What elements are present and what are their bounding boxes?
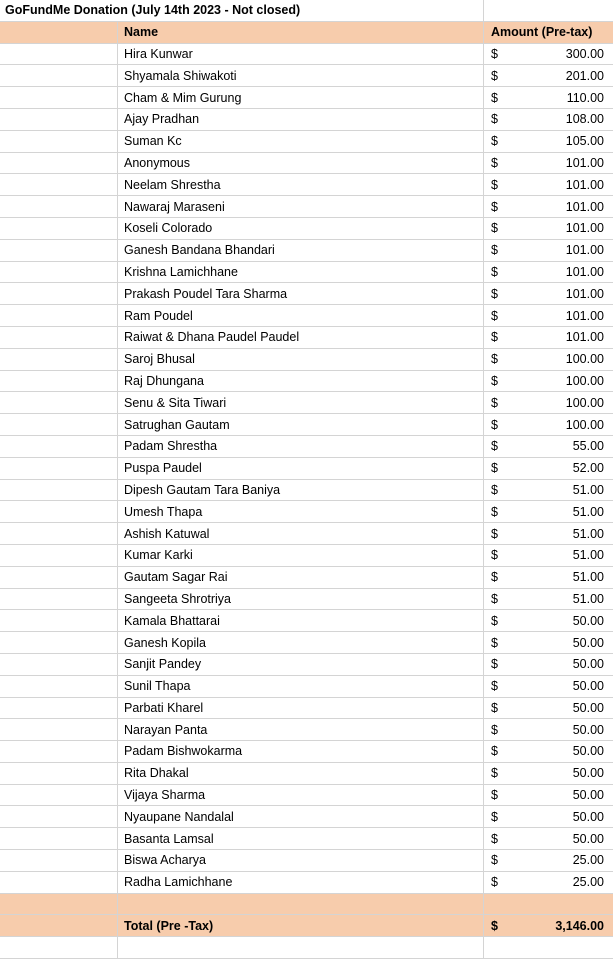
empty-cell[interactable] — [0, 785, 118, 807]
donor-name[interactable]: Ram Poudel — [118, 305, 484, 327]
donor-name[interactable]: Neelam Shrestha — [118, 174, 484, 196]
donor-name[interactable]: Padam Bishwokarma — [118, 741, 484, 763]
currency-symbol: $ — [491, 134, 498, 149]
empty-cell[interactable] — [0, 567, 118, 589]
donation-amount: 110.00 — [566, 90, 604, 105]
empty-cell[interactable] — [0, 305, 118, 327]
donation-amount: 50.00 — [572, 809, 604, 824]
header-row — [0, 22, 613, 44]
donor-name[interactable]: Raiwat & Dhana Paudel Paudel — [118, 327, 484, 349]
empty-cell[interactable] — [0, 610, 118, 632]
empty-cell[interactable] — [0, 589, 118, 611]
title-row — [0, 0, 613, 22]
donor-name[interactable]: Puspa Paudel — [118, 458, 484, 480]
table-row — [0, 131, 613, 153]
table-row — [0, 589, 613, 611]
amount-cell[interactable] — [484, 262, 613, 284]
amount-cell[interactable] — [484, 806, 613, 828]
empty-cell[interactable] — [484, 894, 613, 916]
table-row — [0, 610, 613, 632]
donation-amount: 50.00 — [572, 722, 604, 737]
currency-symbol: $ — [491, 744, 498, 759]
currency-symbol: $ — [491, 570, 498, 585]
donor-name[interactable]: Sangeeta Shrotriya — [118, 589, 484, 611]
amount-cell[interactable] — [484, 632, 613, 654]
currency-symbol: $ — [491, 221, 498, 236]
table-row — [0, 523, 613, 545]
amount-cell[interactable] — [484, 109, 613, 131]
currency-symbol: $ — [491, 417, 498, 432]
currency-symbol: $ — [491, 548, 498, 563]
donation-amount: 51.00 — [572, 548, 604, 563]
empty-cell[interactable] — [0, 501, 118, 523]
amount-cell[interactable] — [484, 240, 613, 262]
table-row — [0, 567, 613, 589]
currency-symbol: $ — [491, 853, 498, 868]
table-row — [0, 741, 613, 763]
table-row — [0, 458, 613, 480]
donation-amount: 101.00 — [565, 155, 604, 170]
table-row — [0, 153, 613, 175]
amount-cell[interactable] — [484, 523, 613, 545]
currency-symbol: $ — [491, 831, 498, 846]
donor-name[interactable]: Krishna Lamichhane — [118, 262, 484, 284]
amount-cell[interactable] — [484, 87, 613, 109]
spacer-row — [0, 894, 613, 916]
donation-amount: 25.00 — [572, 875, 604, 890]
amount-cell[interactable] — [484, 349, 613, 371]
amount-cell[interactable] — [484, 44, 613, 66]
empty-cell[interactable] — [0, 545, 118, 567]
donation-amount: 50.00 — [572, 679, 604, 694]
amount-cell[interactable] — [484, 567, 613, 589]
donor-name[interactable]: Basanta Lamsal — [118, 828, 484, 850]
donor-name[interactable]: Nyaupane Nandalal — [118, 806, 484, 828]
amount-cell[interactable] — [484, 676, 613, 698]
currency-symbol: $ — [491, 766, 498, 781]
donation-amount: 51.00 — [572, 482, 604, 497]
donor-name[interactable]: Cham & Mim Gurung — [118, 87, 484, 109]
table-row — [0, 501, 613, 523]
empty-cell[interactable] — [0, 240, 118, 262]
empty-cell[interactable] — [0, 719, 118, 741]
amount-cell[interactable] — [484, 610, 613, 632]
empty-cell[interactable] — [0, 676, 118, 698]
table-row — [0, 327, 613, 349]
empty-cell[interactable] — [118, 894, 484, 916]
empty-cell[interactable] — [0, 480, 118, 502]
donation-amount: 101.00 — [565, 243, 604, 258]
currency-symbol: $ — [491, 635, 498, 650]
donor-name[interactable]: Raj Dhungana — [118, 371, 484, 393]
donor-name[interactable]: Narayan Panta — [118, 719, 484, 741]
donation-amount: 101.00 — [565, 199, 604, 214]
currency-symbol: $ — [491, 308, 498, 323]
empty-cell[interactable] — [0, 44, 118, 66]
donation-amount: 201.00 — [565, 68, 604, 83]
empty-cell[interactable] — [0, 262, 118, 284]
currency-symbol: $ — [491, 352, 498, 367]
donor-name[interactable]: Padam Shrestha — [118, 436, 484, 458]
donor-name[interactable]: Ashish Katuwal — [118, 523, 484, 545]
empty-cell[interactable] — [0, 763, 118, 785]
empty-cell[interactable] — [0, 741, 118, 763]
amount-cell[interactable] — [484, 436, 613, 458]
table-row — [0, 305, 613, 327]
empty-cell[interactable] — [0, 218, 118, 240]
empty-cell[interactable] — [0, 915, 118, 937]
currency-symbol: $ — [491, 788, 498, 803]
currency-symbol: $ — [491, 177, 498, 192]
table-row — [0, 109, 613, 131]
currency-symbol: $ — [491, 526, 498, 541]
currency-symbol: $ — [491, 461, 498, 476]
donation-amount: 300.00 — [565, 46, 604, 61]
donor-name[interactable]: Parbati Kharel — [118, 698, 484, 720]
currency-symbol: $ — [491, 264, 498, 279]
total-amount-cell[interactable] — [484, 915, 613, 937]
amount-cell[interactable] — [484, 174, 613, 196]
donation-amount: 101.00 — [565, 308, 604, 323]
empty-cell[interactable] — [0, 414, 118, 436]
table-row — [0, 87, 613, 109]
donor-name[interactable]: Satrughan Gautam — [118, 414, 484, 436]
empty-cell[interactable] — [0, 698, 118, 720]
currency-symbol: $ — [491, 243, 498, 258]
table-row — [0, 719, 613, 741]
empty-cell[interactable] — [0, 894, 118, 916]
sheet-title[interactable]: GoFundMe Donation (July 14th 2023 - Not closed) — [0, 0, 484, 22]
empty-cell[interactable] — [0, 458, 118, 480]
donation-amount: 50.00 — [572, 657, 604, 672]
amount-cell[interactable] — [484, 480, 613, 502]
donor-name[interactable]: Shyamala Shiwakoti — [118, 65, 484, 87]
donor-name[interactable]: Koseli Colorado — [118, 218, 484, 240]
currency-symbol: $ — [491, 809, 498, 824]
donation-amount: 55.00 — [572, 439, 604, 454]
donation-rows — [0, 44, 613, 894]
amount-cell[interactable] — [484, 458, 613, 480]
donor-name[interactable]: Saroj Bhusal — [118, 349, 484, 371]
table-row — [0, 349, 613, 371]
empty-cell[interactable] — [0, 523, 118, 545]
donation-amount: 101.00 — [565, 221, 604, 236]
name-column-header[interactable]: Name — [118, 22, 484, 44]
donor-name[interactable]: Anonymous — [118, 153, 484, 175]
empty-cell[interactable] — [0, 196, 118, 218]
amount-cell[interactable] — [484, 283, 613, 305]
empty-cell[interactable] — [0, 131, 118, 153]
amount-column-header[interactable]: Amount (Pre-tax) — [484, 22, 613, 44]
table-row — [0, 480, 613, 502]
empty-cell[interactable] — [0, 371, 118, 393]
total-label[interactable]: Total (Pre -Tax) — [118, 915, 484, 937]
currency-symbol: $ — [491, 482, 498, 497]
currency-symbol: $ — [491, 395, 498, 410]
amount-cell[interactable] — [484, 872, 613, 894]
table-row — [0, 545, 613, 567]
table-row — [0, 174, 613, 196]
currency-symbol: $ — [491, 199, 498, 214]
amount-cell[interactable] — [484, 414, 613, 436]
donor-name[interactable]: Ajay Pradhan — [118, 109, 484, 131]
donation-amount: 51.00 — [572, 570, 604, 585]
currency-symbol: $ — [491, 657, 498, 672]
empty-cell[interactable] — [0, 806, 118, 828]
currency-symbol: $ — [491, 918, 498, 933]
total-row — [0, 915, 613, 937]
donor-name[interactable]: Kamala Bhattarai — [118, 610, 484, 632]
donation-amount: 50.00 — [572, 700, 604, 715]
donation-amount: 100.00 — [565, 373, 604, 388]
empty-cell[interactable] — [0, 327, 118, 349]
donation-amount: 50.00 — [572, 788, 604, 803]
currency-symbol: $ — [491, 504, 498, 519]
empty-cell[interactable] — [0, 65, 118, 87]
empty-cell[interactable] — [0, 153, 118, 175]
currency-symbol: $ — [491, 90, 498, 105]
table-row — [0, 371, 613, 393]
amount-cell[interactable] — [484, 719, 613, 741]
donor-name[interactable]: Sanjit Pandey — [118, 654, 484, 676]
amount-cell[interactable] — [484, 153, 613, 175]
donation-amount: 51.00 — [572, 591, 604, 606]
table-row — [0, 196, 613, 218]
donation-amount: 50.00 — [572, 635, 604, 650]
donor-name[interactable]: Sunil Thapa — [118, 676, 484, 698]
amount-cell[interactable] — [484, 589, 613, 611]
donation-amount: 101.00 — [565, 264, 604, 279]
donation-amount: 50.00 — [572, 613, 604, 628]
donation-amount: 52.00 — [572, 461, 604, 476]
table-row — [0, 828, 613, 850]
currency-symbol: $ — [491, 155, 498, 170]
table-row — [0, 785, 613, 807]
currency-symbol: $ — [491, 286, 498, 301]
donation-amount: 101.00 — [565, 330, 604, 345]
empty-cell[interactable] — [0, 828, 118, 850]
donation-amount: 50.00 — [572, 744, 604, 759]
amount-cell[interactable] — [484, 305, 613, 327]
donation-amount: 100.00 — [565, 352, 604, 367]
amount-cell[interactable] — [484, 371, 613, 393]
empty-cell[interactable] — [0, 349, 118, 371]
donor-name[interactable]: Vijaya Sharma — [118, 785, 484, 807]
donation-amount: 105.00 — [565, 134, 604, 149]
table-row — [0, 806, 613, 828]
currency-symbol: $ — [491, 46, 498, 61]
amount-cell[interactable] — [484, 501, 613, 523]
empty-cell[interactable] — [0, 872, 118, 894]
currency-symbol: $ — [491, 373, 498, 388]
amount-cell[interactable] — [484, 218, 613, 240]
currency-symbol: $ — [491, 613, 498, 628]
donor-name[interactable]: Biswa Acharya — [118, 850, 484, 872]
donor-name[interactable]: Hira Kunwar — [118, 44, 484, 66]
currency-symbol: $ — [491, 68, 498, 83]
empty-cell[interactable] — [0, 436, 118, 458]
empty-cell[interactable] — [484, 937, 613, 959]
amount-cell[interactable] — [484, 698, 613, 720]
table-row — [0, 676, 613, 698]
donor-name[interactable]: Ganesh Kopila — [118, 632, 484, 654]
table-row — [0, 262, 613, 284]
amount-cell[interactable] — [484, 131, 613, 153]
empty-cell[interactable] — [0, 937, 118, 959]
empty-cell[interactable] — [0, 654, 118, 676]
donor-name[interactable]: Nawaraj Maraseni — [118, 196, 484, 218]
donation-amount: 108.00 — [565, 112, 604, 127]
empty-cell[interactable] — [0, 87, 118, 109]
amount-cell[interactable] — [484, 785, 613, 807]
donation-amount: 100.00 — [565, 395, 604, 410]
amount-cell[interactable] — [484, 392, 613, 414]
table-row — [0, 283, 613, 305]
donor-name[interactable]: Ganesh Bandana Bhandari — [118, 240, 484, 262]
donation-amount: 100.00 — [565, 417, 604, 432]
table-row — [0, 44, 613, 66]
donation-amount: 50.00 — [572, 766, 604, 781]
table-row — [0, 654, 613, 676]
currency-symbol: $ — [491, 700, 498, 715]
table-row — [0, 240, 613, 262]
amount-cell[interactable] — [484, 828, 613, 850]
currency-symbol: $ — [491, 722, 498, 737]
table-row — [0, 436, 613, 458]
amount-cell[interactable] — [484, 327, 613, 349]
currency-symbol: $ — [491, 439, 498, 454]
table-row — [0, 698, 613, 720]
amount-cell[interactable] — [484, 196, 613, 218]
empty-cell[interactable] — [118, 937, 484, 959]
currency-symbol: $ — [491, 875, 498, 890]
donor-name[interactable]: Rita Dhakal — [118, 763, 484, 785]
donor-name[interactable]: Senu & Sita Tiwari — [118, 392, 484, 414]
amount-cell[interactable] — [484, 65, 613, 87]
donor-name[interactable]: Suman Kc — [118, 131, 484, 153]
donor-name[interactable]: Umesh Thapa — [118, 501, 484, 523]
amount-cell[interactable] — [484, 654, 613, 676]
currency-symbol: $ — [491, 330, 498, 345]
donor-name[interactable]: Gautam Sagar Rai — [118, 567, 484, 589]
table-row — [0, 218, 613, 240]
currency-symbol: $ — [491, 591, 498, 606]
amount-cell[interactable] — [484, 850, 613, 872]
empty-cell[interactable] — [0, 283, 118, 305]
donor-name[interactable]: Dipesh Gautam Tara Baniya — [118, 480, 484, 502]
amount-cell[interactable] — [484, 741, 613, 763]
donor-name[interactable]: Prakash Poudel Tara Sharma — [118, 283, 484, 305]
table-row — [0, 392, 613, 414]
total-amount: 3,146.00 — [555, 918, 604, 933]
donation-amount: 51.00 — [572, 526, 604, 541]
table-row — [0, 872, 613, 894]
empty-cell[interactable] — [0, 392, 118, 414]
empty-cell[interactable] — [0, 850, 118, 872]
empty-cell[interactable] — [0, 109, 118, 131]
empty-cell[interactable] — [0, 22, 118, 44]
empty-cell[interactable] — [0, 174, 118, 196]
amount-cell[interactable] — [484, 763, 613, 785]
donation-amount: 101.00 — [565, 177, 604, 192]
table-row — [0, 414, 613, 436]
empty-cell[interactable] — [0, 632, 118, 654]
blank-row — [0, 937, 613, 959]
donation-amount: 50.00 — [572, 831, 604, 846]
empty-cell[interactable] — [484, 0, 613, 22]
donation-amount: 101.00 — [565, 286, 604, 301]
amount-cell[interactable] — [484, 545, 613, 567]
table-row — [0, 850, 613, 872]
table-row — [0, 65, 613, 87]
currency-symbol: $ — [491, 112, 498, 127]
currency-symbol: $ — [491, 679, 498, 694]
table-row — [0, 763, 613, 785]
table-row — [0, 632, 613, 654]
donor-name[interactable]: Radha Lamichhane — [118, 872, 484, 894]
donor-name[interactable]: Kumar Karki — [118, 545, 484, 567]
donation-amount: 25.00 — [572, 853, 604, 868]
donation-amount: 51.00 — [572, 504, 604, 519]
